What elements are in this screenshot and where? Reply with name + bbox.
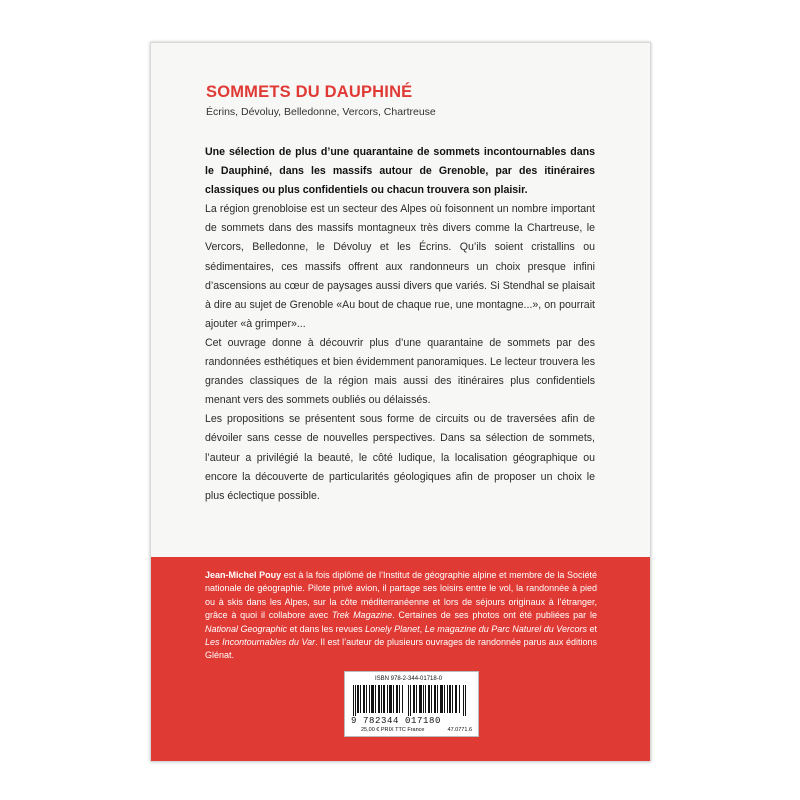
author-name: Jean-Michel Pouy [205, 570, 282, 580]
isbn-text: ISBN 978-2-344-01718-0 [375, 676, 443, 682]
book-title: SOMMETS DU DAUPHINÉ [206, 83, 413, 101]
description [205, 143, 595, 506]
author-bio: Jean-Michel Pouy est à la fois diplômé de l’Institut de géographie alpine et membre de la Société nationale de géographie. Pilote privé avion, il partage ses loisirs entre le vol, la randonnée à pied ou à skis dans les Alpes, sur la côte méditerranéenne et lors de séjours originaux à l’étranger, grâce à quoi il collabore avec Trek Magazine. Certaines de ses photos ont été publiées par le National Geographic et dans les revues Lonely Planet, Le magazine du Parc Naturel du Vercors et Les Incontournables du Var. Il est l’auteur de plusieurs ouvrages de randonnée parus aux éditions Glénat. [205, 570, 597, 661]
barcode-label [344, 671, 479, 737]
book-subtitle: Écrins, Dévoluy, Belledonne, Vercors, Chartreuse [206, 106, 436, 118]
barcode-icon [353, 685, 470, 716]
paragraph-2: Cet ouvrage donne à découvrir plus d’une quarantaine de sommets par des randonnées esthétiques et bien évidemment panoramiques. Le lecteur trouvera les grandes classiques de la région mais aussi des itinéraires plus confidentiels menant vers des sommets oubliés ou délaissés. [205, 336, 595, 407]
internal-code: 47.0771.6 [447, 727, 472, 733]
paragraph-1: La région grenobloise est un secteur des Alpes où foisonnent un nombre important de sommets dans des massifs montagneux très divers comme la Chartreuse, le Vercors, Belledonne, le Dévoluy et les Écrins. Qu’ils soient cristallins ou sédimentaires, ces massifs offrent aux randonneurs un choix presque infini d’ascensions au cœur de paysages aussi divers que variés. Si Stendhal se plaisait à dire au sujet de Grenoble «Au bout de chaque rue, une montagne...», on pourrait ajouter «à grimper»... [205, 203, 595, 330]
book-back-cover [150, 42, 651, 762]
price-text: 25,00 € PRIX TTC France [361, 727, 425, 733]
barcode-digits: 9 782344 017180 [351, 716, 442, 726]
paragraph-3: Les propositions se présentent sous forme de circuits ou de traversées afin de dévoiler sans cesse de nouvelles perspectives. Dans sa sélection de sommets, l’auteur a privilégié la beauté, le côté ludique, la localisation géographique ou encore la découverte de particularités géologiques afin de proposer un choix le plus éclectique possible. [205, 413, 595, 502]
lead-paragraph: Une sélection de plus d’une quarantaine de sommets incontournables dans le Dauphiné, dans les massifs autour de Grenoble, par des itinéraires classiques ou plus confidentiels ou chacun trouvera son plaisir. [205, 146, 595, 197]
